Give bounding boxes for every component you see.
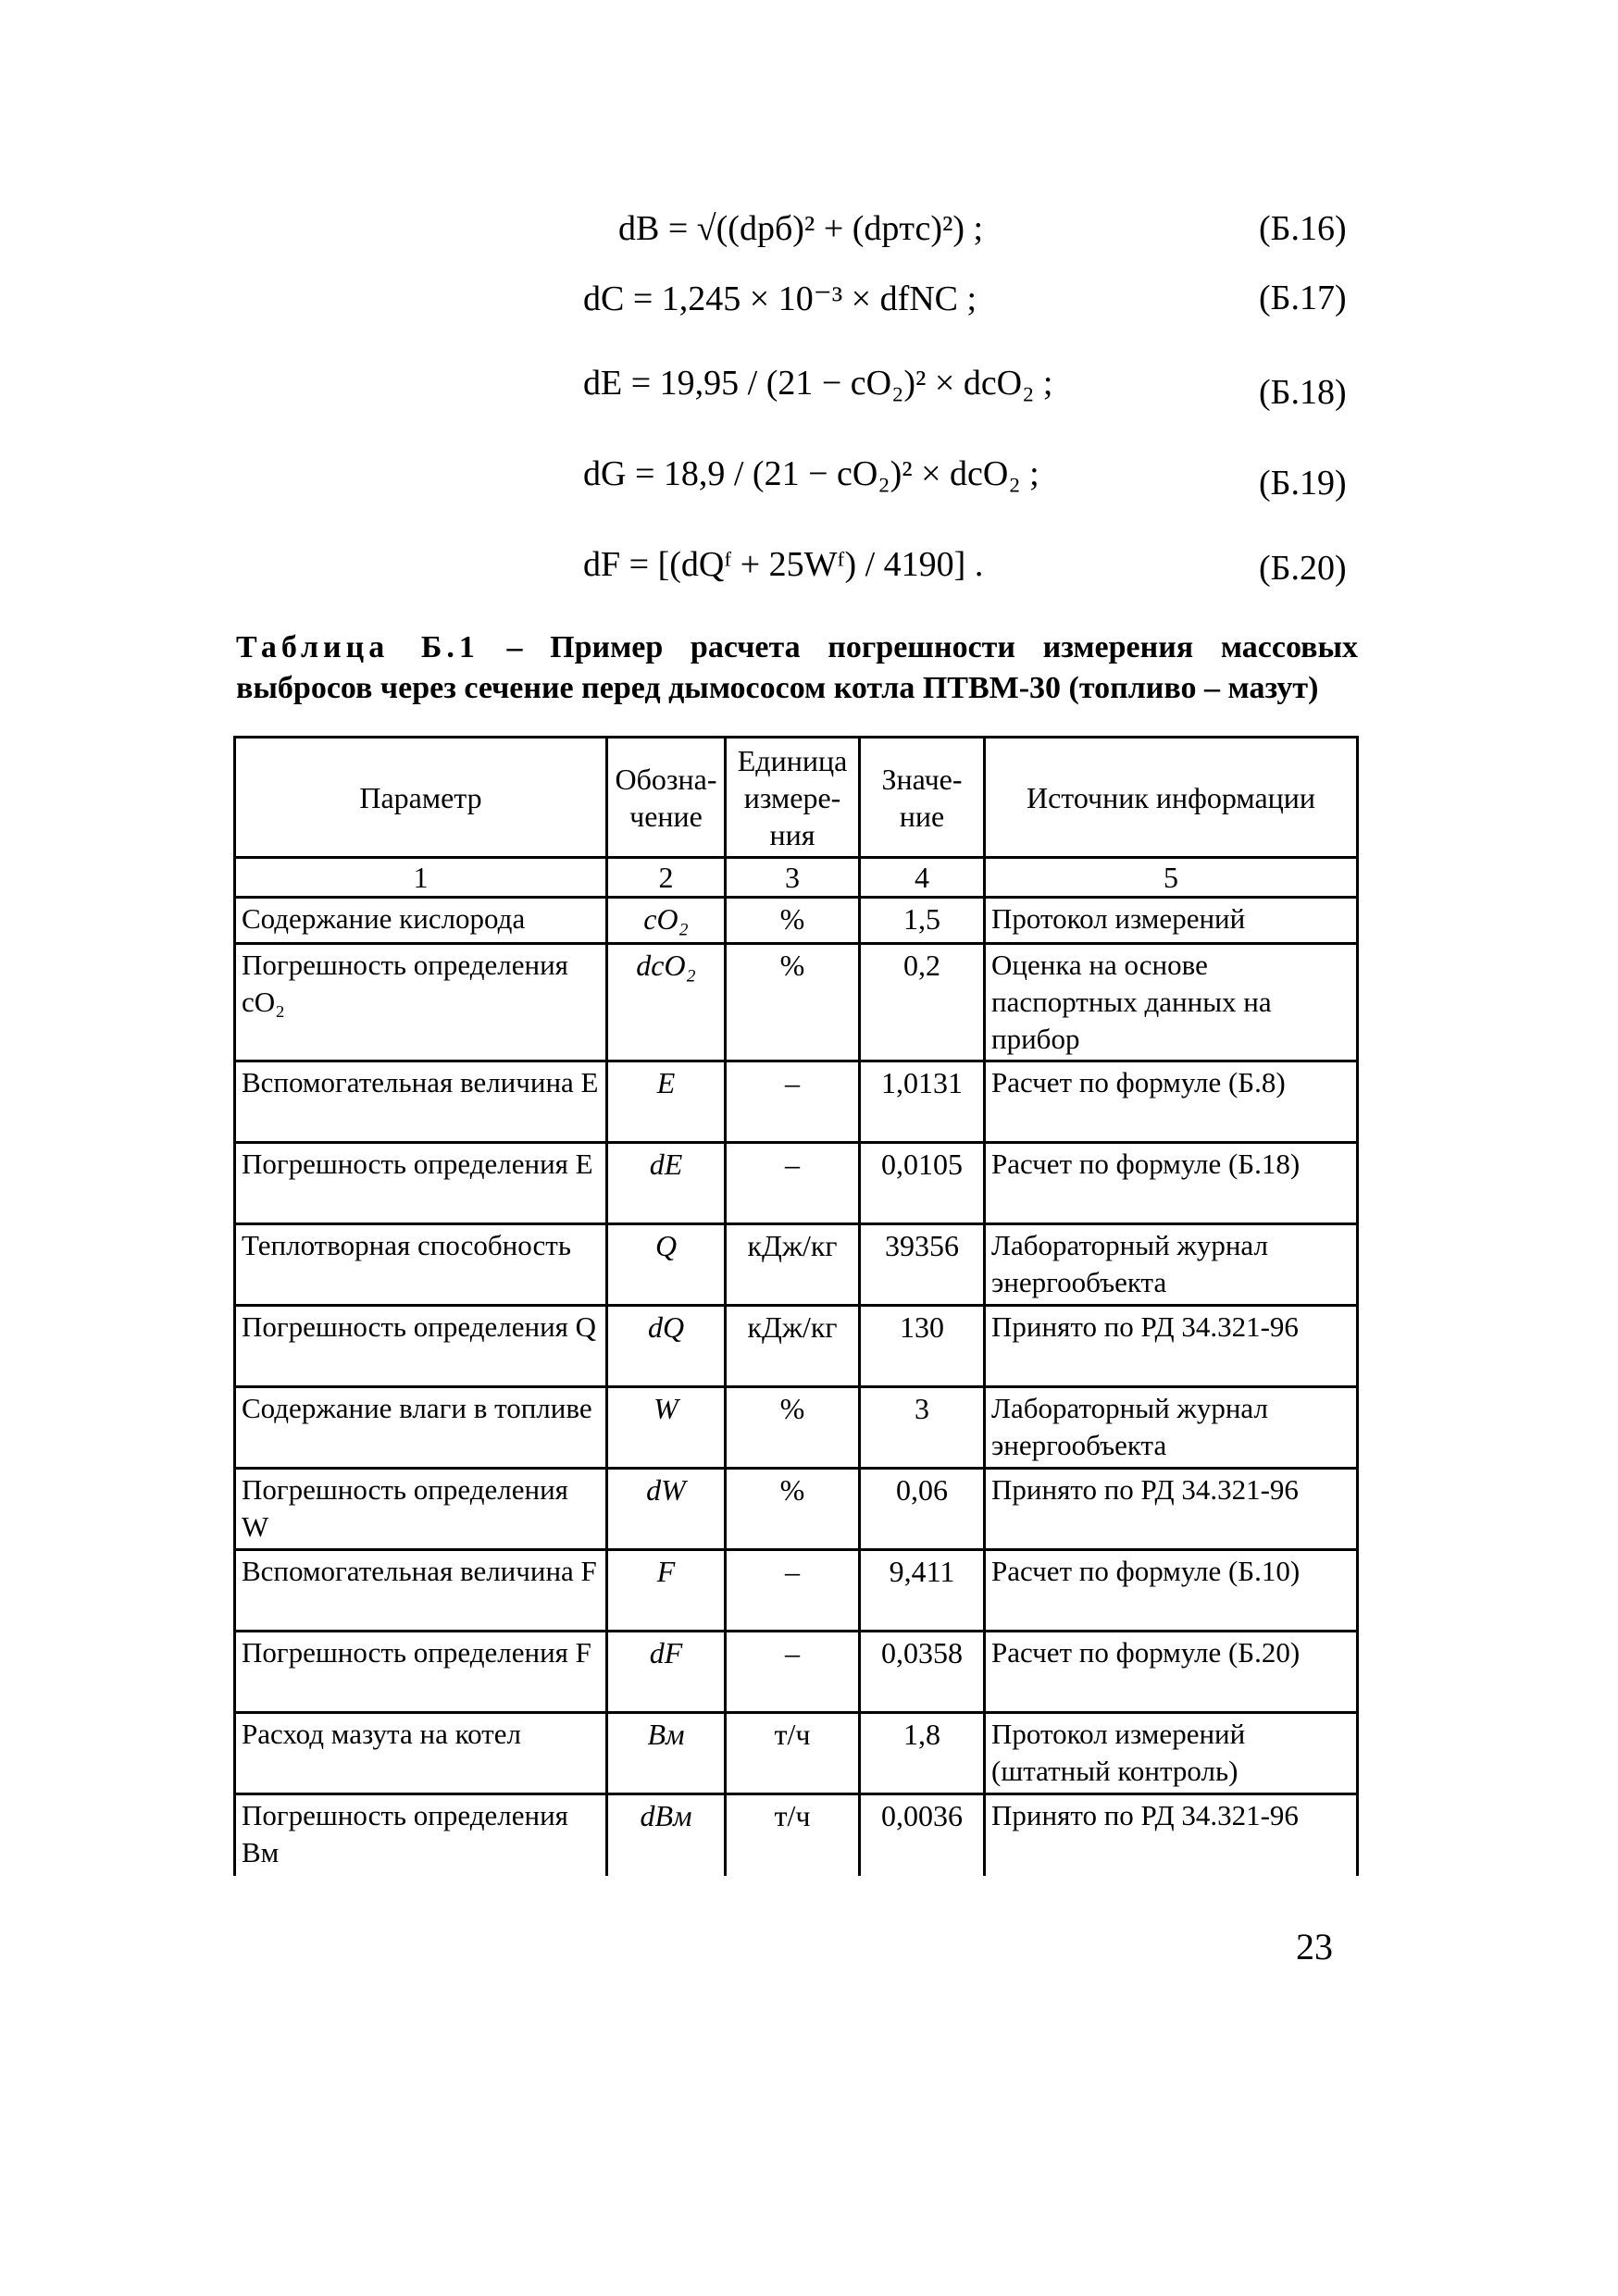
row-source: Расчет по формуле (Б.20) — [985, 1632, 1358, 1713]
row-unit: % — [726, 944, 860, 1061]
row-parameter: Погрешность определения W — [235, 1469, 607, 1550]
formula-number-b19: (Б.19) — [1259, 464, 1347, 503]
row-parameter: Погрешность определения E — [235, 1143, 607, 1224]
formula-b19: dG = 18,9 / (21 − cO₂)² × dcO₂ ; — [583, 454, 1039, 493]
row-symbol: Q — [607, 1224, 726, 1306]
row-source: Расчет по формуле (Б.8) — [985, 1061, 1358, 1143]
row-value: 1,0131 — [860, 1061, 985, 1143]
table-row — [235, 1306, 1358, 1387]
header-source: Источник информации — [985, 738, 1358, 858]
row-parameter: Содержание влаги в топливе — [235, 1387, 607, 1469]
row-unit: – — [726, 1143, 860, 1224]
row-symbol: dE — [607, 1143, 726, 1224]
row-unit: т/ч — [726, 1794, 860, 1876]
row-source: Протокол измерений (штатный контроль) — [985, 1713, 1358, 1794]
row-parameter: Погрешность определения cO₂ — [235, 944, 607, 1061]
table-caption-label: Таблица Б.1 — [236, 630, 479, 664]
header-unit: Единица измере-ния — [726, 738, 860, 858]
row-symbol: dW — [607, 1469, 726, 1550]
row-parameter: Погрешность определения F — [235, 1632, 607, 1713]
row-symbol: W — [607, 1387, 726, 1469]
table-row — [235, 898, 1358, 944]
row-symbol: F — [607, 1550, 726, 1632]
row-symbol: dF — [607, 1632, 726, 1713]
row-unit: % — [726, 1387, 860, 1469]
column-number-row — [235, 858, 1358, 898]
table-row — [235, 1713, 1358, 1794]
row-symbol: Bм — [607, 1713, 726, 1794]
header-value: Значе-ние — [860, 738, 985, 858]
row-parameter: Вспомогательная величина E — [235, 1061, 607, 1143]
table-row — [235, 1387, 1358, 1469]
row-value: 0,2 — [860, 944, 985, 1061]
table-row — [235, 1061, 1358, 1143]
row-parameter: Теплотворная способность — [235, 1224, 607, 1306]
column-number: 4 — [860, 858, 985, 898]
row-unit: – — [726, 1550, 860, 1632]
row-symbol: dBм — [607, 1794, 726, 1876]
table-row — [235, 1143, 1358, 1224]
row-source: Лабораторный журнал энергообъекта — [985, 1224, 1358, 1306]
formula-b17: dC = 1,245 × 10⁻³ × dfNC ; — [583, 279, 977, 318]
row-unit: % — [726, 1469, 860, 1550]
header-symbol: Обозна-чение — [607, 738, 726, 858]
page-number: 23 — [1296, 1926, 1333, 1967]
column-number: 5 — [985, 858, 1358, 898]
row-value: 0,0036 — [860, 1794, 985, 1876]
formula-number-b18: (Б.18) — [1259, 373, 1347, 412]
column-number: 3 — [726, 858, 860, 898]
row-unit: – — [726, 1632, 860, 1713]
row-source: Расчет по формуле (Б.10) — [985, 1550, 1358, 1632]
row-source: Расчет по формуле (Б.18) — [985, 1143, 1358, 1224]
row-value: 9,411 — [860, 1550, 985, 1632]
table-row — [235, 1794, 1358, 1876]
row-symbol: cO₂ — [607, 898, 726, 944]
table-caption — [236, 627, 1358, 709]
row-value: 3 — [860, 1387, 985, 1469]
row-symbol: dcO₂ — [607, 944, 726, 1061]
formula-number-b16: (Б.16) — [1259, 209, 1347, 248]
row-value: 39356 — [860, 1224, 985, 1306]
formula-b16: dB = √((dpб)² + (dpтс)²) ; — [618, 209, 984, 248]
table-header-row — [235, 738, 1358, 858]
row-unit: кДж/кг — [726, 1306, 860, 1387]
column-number: 1 — [235, 858, 607, 898]
row-source: Лабораторный журнал энергообъекта — [985, 1387, 1358, 1469]
data-table — [233, 736, 1359, 1876]
row-value: 0,0105 — [860, 1143, 985, 1224]
row-value: 1,8 — [860, 1713, 985, 1794]
row-parameter: Погрешность определения Bм — [235, 1794, 607, 1876]
table-row — [235, 1469, 1358, 1550]
row-unit: % — [726, 898, 860, 944]
row-symbol: dQ — [607, 1306, 726, 1387]
row-symbol: E — [607, 1061, 726, 1143]
formula-b18: dE = 19,95 / (21 − cO₂)² × dcO₂ ; — [583, 364, 1053, 403]
table-row — [235, 944, 1358, 1061]
row-value: 130 — [860, 1306, 985, 1387]
row-value: 1,5 — [860, 898, 985, 944]
table-row — [235, 1550, 1358, 1632]
row-value: 0,06 — [860, 1469, 985, 1550]
row-parameter: Вспомогательная величина F — [235, 1550, 607, 1632]
formula-b20: dF = [(dQᶠ + 25Wᶠ) / 4190] . — [583, 545, 984, 584]
row-parameter: Погрешность определения Q — [235, 1306, 607, 1387]
row-value: 0,0358 — [860, 1632, 985, 1713]
formula-number-b20: (Б.20) — [1259, 549, 1347, 588]
row-parameter: Расход мазута на котел — [235, 1713, 607, 1794]
row-unit: – — [726, 1061, 860, 1143]
row-source: Принято по РД 34.321-96 — [985, 1306, 1358, 1387]
table-caption-text: – Пример расчета погрешности измерения массовых выбросов через сечение перед дымососом котла ПТВМ-30 (топливо – мазут) — [236, 630, 1359, 705]
row-source: Принято по РД 34.321-96 — [985, 1469, 1358, 1550]
table-row — [235, 1224, 1358, 1306]
row-source: Протокол измерений — [985, 898, 1358, 944]
row-parameter: Содержание кислорода — [235, 898, 607, 944]
column-number: 2 — [607, 858, 726, 898]
header-parameter: Параметр — [235, 738, 607, 858]
row-source: Принято по РД 34.321-96 — [985, 1794, 1358, 1876]
formula-number-b17: (Б.17) — [1259, 279, 1347, 317]
row-unit: т/ч — [726, 1713, 860, 1794]
row-unit: кДж/кг — [726, 1224, 860, 1306]
row-source: Оценка на основе паспортных данных на прибор — [985, 944, 1358, 1061]
table-row — [235, 1632, 1358, 1713]
